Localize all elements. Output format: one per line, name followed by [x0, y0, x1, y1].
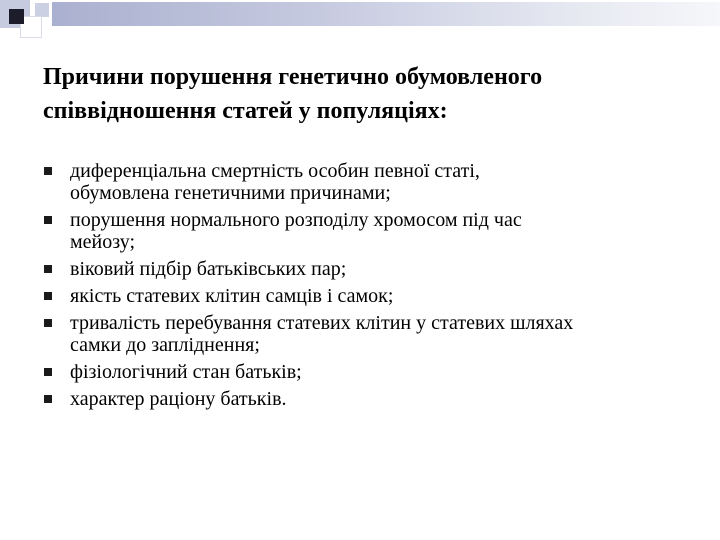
list-item-text: диференціальна смертність особин певної статі, — [70, 160, 480, 182]
corner-decor-square — [9, 9, 24, 24]
header-gradient-bar — [52, 2, 720, 26]
slide-title-line: співвідношення статей у популяціях: — [43, 98, 448, 124]
list-item — [43, 209, 693, 253]
list-item — [43, 160, 693, 204]
square-bullet-icon — [44, 292, 52, 300]
list-item-text: обумовлена генетичними причинами; — [70, 182, 391, 204]
square-bullet-icon — [44, 368, 52, 376]
square-bullet-icon — [44, 265, 52, 273]
square-bullet-icon — [44, 395, 52, 403]
list-item-text: мейозу; — [70, 231, 136, 253]
corner-decor-square — [35, 3, 49, 17]
list-item-text: самки до запліднення; — [70, 334, 260, 356]
bullet-list — [43, 160, 693, 415]
square-bullet-icon — [44, 216, 52, 224]
list-item-text: віковий підбір батьківських пар; — [70, 258, 347, 280]
list-item — [43, 361, 693, 383]
list-item — [43, 312, 693, 356]
square-bullet-icon — [44, 167, 52, 175]
list-item-text: фізіологічний стан батьків; — [70, 361, 302, 383]
list-item-text: якість статевих клітин самців і самок; — [70, 285, 394, 307]
list-item — [43, 285, 693, 307]
slide-title — [43, 60, 683, 128]
list-item — [43, 258, 693, 280]
list-item — [43, 388, 693, 410]
square-bullet-icon — [44, 319, 52, 327]
list-item-text: тривалість перебування статевих клітин у статевих шляхах — [70, 312, 574, 334]
list-item-text: порушення нормального розподілу хромосом під час — [70, 209, 522, 231]
slide-title-line: Причини порушення генетично обумовленого — [43, 64, 543, 90]
list-item-text: характер раціону батьків. — [70, 388, 287, 410]
